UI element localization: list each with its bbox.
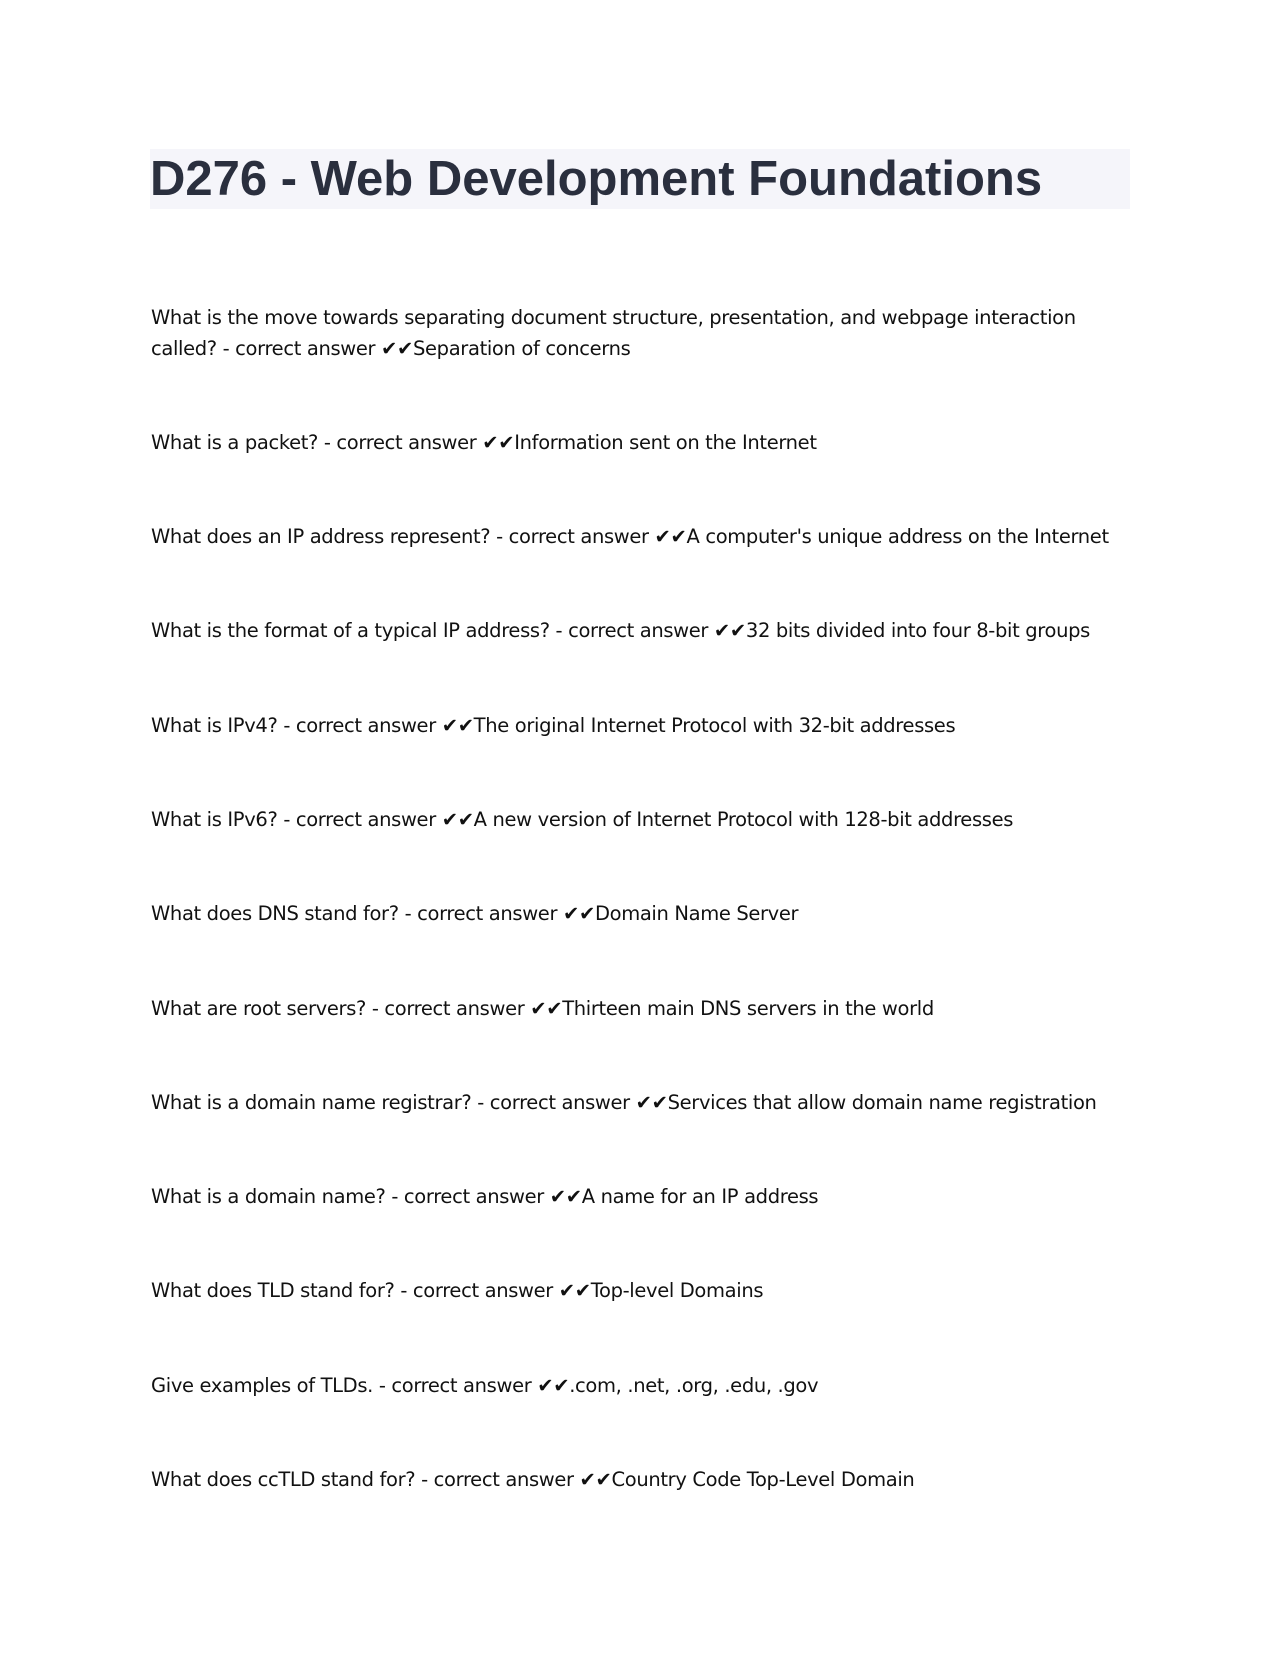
qa-text: What are root servers? - correct answer ✔✔Thirteen main DNS servers in the world	[151, 997, 934, 1020]
qa-item	[151, 521, 1121, 552]
qa-item	[151, 1087, 1121, 1118]
qa-item	[151, 710, 1121, 741]
qa-text: Give examples of TLDs. - correct answer ✔✔.com, .net, .org, .edu, .gov	[151, 1374, 819, 1397]
qa-text: What is IPv6? - correct answer ✔✔A new version of Internet Protocol with 128-bit addresses	[151, 808, 1014, 831]
qa-text: What does TLD stand for? - correct answer ✔✔Top-level Domains	[151, 1279, 764, 1302]
document-title: D276 - Web Development Foundations	[150, 152, 1043, 206]
qa-text: What is IPv4? - correct answer ✔✔The original Internet Protocol with 32-bit addresses	[151, 714, 956, 737]
qa-text: What is a domain name registrar? - correct answer ✔✔Services that allow domain name registration	[151, 1091, 1097, 1114]
qa-item	[151, 302, 1121, 364]
qa-item	[151, 1275, 1121, 1306]
qa-item	[151, 1181, 1121, 1212]
qa-item	[151, 898, 1121, 929]
qa-text: What is a domain name? - correct answer ✔✔A name for an IP address	[151, 1185, 819, 1208]
title-block	[150, 149, 1130, 209]
qa-item	[151, 804, 1121, 835]
qa-item	[151, 1370, 1121, 1401]
qa-item	[151, 993, 1121, 1024]
qa-item	[151, 427, 1121, 458]
qa-text: What does DNS stand for? - correct answer ✔✔Domain Name Server	[151, 902, 799, 925]
qa-text: What is the move towards separating document structure, presentation, and webpage interaction called? - correct answer ✔✔Separation of concerns	[151, 306, 1076, 360]
qa-text: What does an IP address represent? - correct answer ✔✔A computer's unique address on the Internet	[151, 525, 1109, 548]
qa-text: What does ccTLD stand for? - correct answer ✔✔Country Code Top-Level Domain	[151, 1468, 915, 1491]
qa-text: What is the format of a typical IP address? - correct answer ✔✔32 bits divided into four 8-bit groups	[151, 619, 1090, 642]
qa-item	[151, 1464, 1121, 1495]
qa-item	[151, 615, 1121, 646]
qa-text: What is a packet? - correct answer ✔✔Information sent on the Internet	[151, 431, 817, 454]
